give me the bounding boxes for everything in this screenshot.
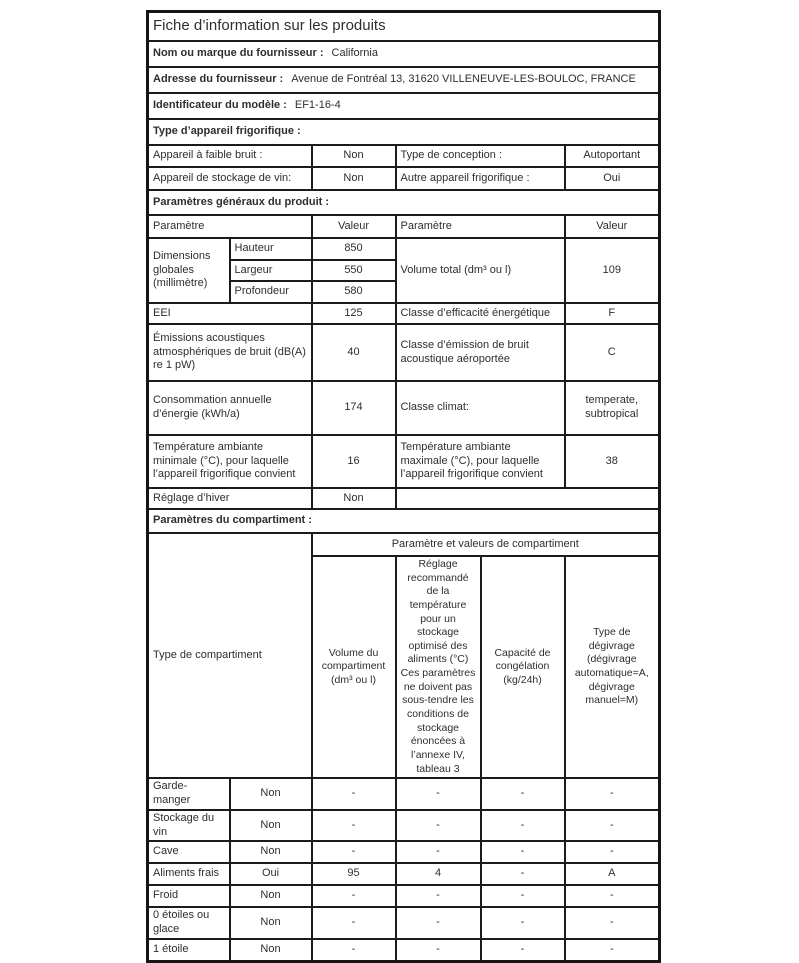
compartment-row-garde-manger bbox=[148, 778, 660, 810]
compartment-capacite: - bbox=[481, 778, 565, 810]
dimensions-label: Dimensions globales (millimètre) bbox=[148, 238, 230, 303]
model-value: EF1-16-4 bbox=[294, 99, 341, 112]
compartment-present: Oui bbox=[230, 863, 312, 885]
compartment-name: Garde-manger bbox=[148, 778, 230, 810]
compartment-capacite: - bbox=[481, 841, 565, 863]
compartment-reglage: - bbox=[396, 810, 481, 842]
param-value: Non bbox=[312, 145, 396, 167]
dimension-value: 550 bbox=[312, 260, 396, 281]
compartment-group-header-row bbox=[148, 533, 660, 556]
compartment-reglage: - bbox=[396, 778, 481, 810]
param-value: Non bbox=[312, 488, 396, 509]
dimension-sublabel: Profondeur bbox=[230, 281, 312, 303]
compartment-volume: - bbox=[312, 841, 396, 863]
param-label: Consommation annuelle d’énergie (kWh/a) bbox=[148, 381, 312, 435]
param-value: 16 bbox=[312, 435, 396, 488]
param-value: F bbox=[565, 303, 660, 324]
winter-setting-row bbox=[148, 488, 660, 509]
compartment-present: Non bbox=[230, 885, 312, 907]
supplier-value: California bbox=[331, 47, 378, 60]
compartment-present: Non bbox=[230, 810, 312, 842]
eei-row bbox=[148, 303, 660, 324]
compartment-name: Stockage du vin bbox=[148, 810, 230, 842]
general-section-heading: Paramètres généraux du produit : bbox=[148, 190, 660, 215]
param-value: Non bbox=[312, 167, 396, 190]
compartment-row-froid bbox=[148, 885, 660, 907]
volume-total-label: Volume total (dm³ ou l) bbox=[396, 238, 565, 303]
param-value: Autoportant bbox=[565, 145, 660, 167]
product-fiche-table bbox=[146, 10, 661, 963]
param-value: 38 bbox=[565, 435, 660, 488]
compartment-capacite: - bbox=[481, 810, 565, 842]
param-label: Émissions acoustiques atmosphériques de bruit (dB(A) re 1 pW) bbox=[148, 324, 312, 381]
param-value: 40 bbox=[312, 324, 396, 381]
column-header-reglage: Réglage recommandé de la température pour un stockage optimisé des aliments (°C) Ces paramètres ne doivent pas sous-tendre les conditions de stockage énoncées à l’annexe IV, tableau 3 bbox=[396, 556, 481, 778]
param-label: Appareil à faible bruit : bbox=[148, 145, 312, 167]
param-value: Oui bbox=[565, 167, 660, 190]
volume-total-value: 109 bbox=[565, 238, 660, 303]
param-label: Type de conception : bbox=[396, 145, 565, 167]
compartment-row-1-etoile bbox=[148, 939, 660, 962]
param-label: Autre appareil frigorifique : bbox=[396, 167, 565, 190]
column-header: Valeur bbox=[565, 215, 660, 238]
compartment-row-cave bbox=[148, 841, 660, 863]
temperature-row bbox=[148, 435, 660, 488]
dimension-sublabel: Hauteur bbox=[230, 238, 312, 260]
compartment-reglage: 4 bbox=[396, 863, 481, 885]
emissions-row bbox=[148, 324, 660, 381]
compartment-row-0-etoiles bbox=[148, 907, 660, 939]
column-header: Paramètre bbox=[148, 215, 312, 238]
compartment-volume: 95 bbox=[312, 863, 396, 885]
compartment-row-aliments-frais bbox=[148, 863, 660, 885]
param-label: Appareil de stockage de vin: bbox=[148, 167, 312, 190]
param-value: 125 bbox=[312, 303, 396, 324]
param-value: C bbox=[565, 324, 660, 381]
compartment-reglage: - bbox=[396, 907, 481, 939]
dimension-value: 580 bbox=[312, 281, 396, 303]
compartment-capacite: - bbox=[481, 907, 565, 939]
param-label: Réglage d’hiver bbox=[148, 488, 312, 509]
compartment-present: Non bbox=[230, 841, 312, 863]
model-label: Identificateur du modèle : bbox=[153, 99, 287, 112]
column-header: Paramètre bbox=[396, 215, 565, 238]
supplier-row bbox=[148, 41, 660, 67]
compartment-group-header: Paramètre et valeurs de compartiment bbox=[312, 533, 660, 556]
model-row bbox=[148, 93, 660, 119]
type-row-2 bbox=[148, 167, 660, 190]
dimension-value: 850 bbox=[312, 238, 396, 260]
general-section-heading-row bbox=[148, 190, 660, 215]
param-label: EEI bbox=[148, 303, 312, 324]
compartment-volume: - bbox=[312, 810, 396, 842]
compartment-present: Non bbox=[230, 778, 312, 810]
compartment-volume: - bbox=[312, 939, 396, 962]
address-row bbox=[148, 67, 660, 93]
compartment-row-stockage-vin bbox=[148, 810, 660, 842]
compartment-name: Aliments frais bbox=[148, 863, 230, 885]
supplier-label: Nom ou marque du fournisseur : bbox=[153, 47, 324, 60]
compartment-volume: - bbox=[312, 778, 396, 810]
compartment-volume: - bbox=[312, 907, 396, 939]
column-header-degivrage: Type de dégivrage (dégivrage automatique=A, dégivrage manuel=M) bbox=[565, 556, 660, 778]
type-section-heading: Type d’appareil frigorifique : bbox=[148, 119, 660, 145]
compartment-name: 0 étoiles ou glace bbox=[148, 907, 230, 939]
compartment-capacite: - bbox=[481, 885, 565, 907]
compartment-type-header: Type de compartiment bbox=[148, 533, 312, 778]
dimension-sublabel: Largeur bbox=[230, 260, 312, 281]
compartment-degivrage: A bbox=[565, 863, 660, 885]
compartment-reglage: - bbox=[396, 841, 481, 863]
column-header: Valeur bbox=[312, 215, 396, 238]
param-value: 174 bbox=[312, 381, 396, 435]
compartment-section-heading: Paramètres du compartiment : bbox=[148, 509, 660, 533]
compartment-name: Froid bbox=[148, 885, 230, 907]
param-label: Température ambiante maximale (°C), pour laquelle l’appareil frigorifique convient bbox=[396, 435, 565, 488]
compartment-capacite: - bbox=[481, 939, 565, 962]
consumption-row bbox=[148, 381, 660, 435]
column-header-capacite: Capacité de congélation (kg/24h) bbox=[481, 556, 565, 778]
compartment-capacite: - bbox=[481, 863, 565, 885]
dimensions-row-1 bbox=[148, 238, 660, 260]
compartment-degivrage: - bbox=[565, 907, 660, 939]
compartment-reglage: - bbox=[396, 939, 481, 962]
empty-cell bbox=[396, 488, 660, 509]
product-fiche-sheet bbox=[146, 10, 658, 963]
type-row-1 bbox=[148, 145, 660, 167]
type-section-heading-row bbox=[148, 119, 660, 145]
param-value: temperate, subtropical bbox=[565, 381, 660, 435]
param-label: Température ambiante minimale (°C), pour laquelle l’appareil frigorifique convient bbox=[148, 435, 312, 488]
compartment-degivrage: - bbox=[565, 841, 660, 863]
compartment-name: 1 étoile bbox=[148, 939, 230, 962]
compartment-degivrage: - bbox=[565, 885, 660, 907]
column-header-volume: Volume du compartiment (dm³ ou l) bbox=[312, 556, 396, 778]
param-label: Classe d’émission de bruit acoustique aéroportée bbox=[396, 324, 565, 381]
compartment-degivrage: - bbox=[565, 778, 660, 810]
title-row bbox=[148, 12, 660, 42]
compartment-name: Cave bbox=[148, 841, 230, 863]
compartment-degivrage: - bbox=[565, 810, 660, 842]
compartment-volume: - bbox=[312, 885, 396, 907]
compartment-present: Non bbox=[230, 907, 312, 939]
compartment-present: Non bbox=[230, 939, 312, 962]
param-label: Classe d’efficacité énergétique bbox=[396, 303, 565, 324]
address-value: Avenue de Fontréal 13, 31620 VILLENEUVE-LES-BOULOC, FRANCE bbox=[291, 73, 636, 86]
address-label: Adresse du fournisseur : bbox=[153, 73, 284, 86]
param-label: Classe climat: bbox=[396, 381, 565, 435]
general-header-row bbox=[148, 215, 660, 238]
compartment-section-heading-row bbox=[148, 509, 660, 533]
page-title: Fiche d’information sur les produits bbox=[148, 12, 660, 42]
compartment-reglage: - bbox=[396, 885, 481, 907]
compartment-degivrage: - bbox=[565, 939, 660, 962]
